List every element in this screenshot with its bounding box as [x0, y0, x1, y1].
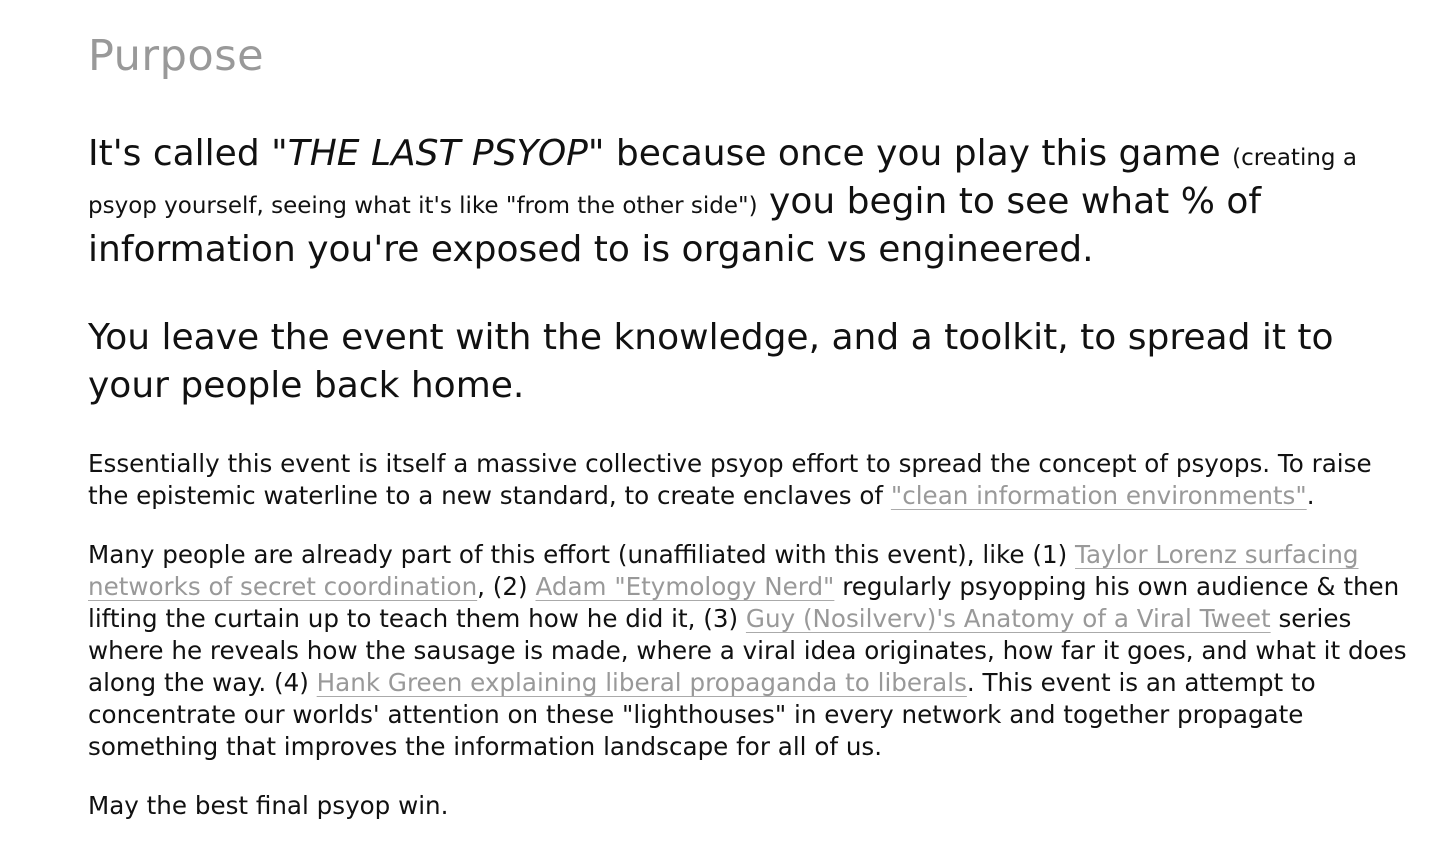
- viral-tweet-link[interactable]: Guy (Nosilverv)'s Anatomy of a Viral Tweet: [745, 604, 1271, 633]
- paragraph-text: . This event is an attempt to concentrate our worlds' attention on these "lighthouses" in every network and together propagate something that improves the information landscape for all of us.: [88, 668, 1316, 761]
- paragraph-text: .: [1306, 481, 1315, 510]
- lead-text-middle: because once you play this game: [604, 133, 1233, 174]
- hank-green-link[interactable]: Hank Green explaining liberal propaganda to liberals: [316, 668, 967, 697]
- section-title: Purpose: [88, 31, 265, 81]
- lead-paragraph-name: [88, 130, 1416, 274]
- lead-text-prefix: It's called: [88, 133, 272, 174]
- lead-aside: (creating a psyop yourself, seeing what it's like "from the other side"): [88, 145, 1357, 219]
- taylor-lorenz-link[interactable]: Taylor Lorenz surfacing networks of secret coordination: [88, 540, 1359, 601]
- paragraph-text: , (2): [477, 572, 536, 601]
- lead-text-suffix: you begin to see what % of information you're exposed to is organic vs engineered.: [88, 181, 1262, 270]
- paragraph-text: series where he reveals how the sausage is made, where a viral idea originates, how far it goes, and what it does along the way. (4): [88, 604, 1407, 697]
- paragraph-text: Many people are already part of this effort (unaffiliated with this event), like (1): [88, 540, 1076, 569]
- clean-information-link[interactable]: "clean information environments": [890, 481, 1307, 510]
- paragraph-text: regularly psyopping his own audience & then lifting the curtain up to teach them how he did it, (3): [88, 572, 1400, 633]
- paragraph-text: Essentially this event is itself a massive collective psyop effort to spread the concept of psyops. To raise the epistemic waterline to a new standard, to create enclaves of: [88, 449, 1372, 510]
- lead-paragraph-toolkit: You leave the event with the knowledge, and a toolkit, to spread it to your people back home.: [88, 317, 1334, 406]
- paragraph-many-people: [88, 539, 1416, 763]
- event-name-emphasis: "THE LAST PSYOP": [271, 133, 605, 174]
- etymology-nerd-link[interactable]: Adam "Etymology Nerd": [535, 572, 835, 601]
- paragraph-closing: May the best final psyop win.: [88, 791, 449, 820]
- paragraph-essentially: [88, 448, 1416, 512]
